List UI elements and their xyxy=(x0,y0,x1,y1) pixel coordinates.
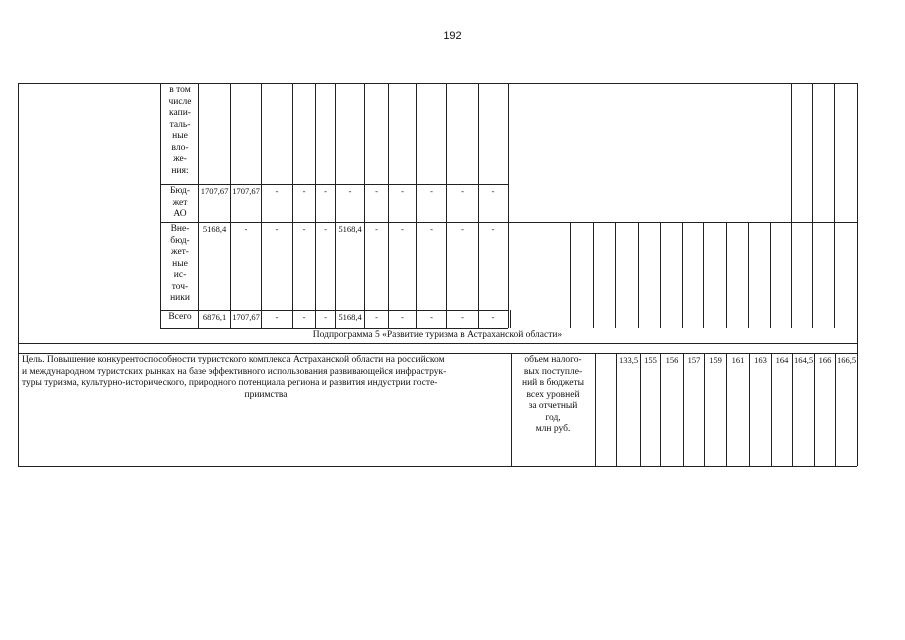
row-label-line: ные xyxy=(172,258,188,269)
goal-value: 166 xyxy=(818,355,832,365)
table-cell-value: - xyxy=(401,224,404,234)
label-v-tom-chisle-line: ния: xyxy=(171,165,189,176)
table-rule xyxy=(770,222,771,328)
row-label-line: жет- xyxy=(171,247,189,257)
goal-text-line: Цель. Повышение конкурентоспособности туристского комплекса Астраханской области на российском xyxy=(22,355,445,365)
table-rule xyxy=(18,466,857,467)
table-rule xyxy=(160,184,508,185)
table-cell-value: - xyxy=(275,224,279,234)
table-rule xyxy=(388,83,389,328)
table-cell-value: - xyxy=(302,224,306,234)
table-rule xyxy=(478,83,479,328)
table-cell-value: 1707,67 xyxy=(232,186,260,196)
table-rule xyxy=(18,353,857,354)
table-rule xyxy=(771,353,772,466)
goal-text-line: туры туризма, культурно-исторического, природного потенциала региона и развития индустрии госте- xyxy=(22,378,438,388)
goal-value: 156 xyxy=(665,355,679,365)
table-rule xyxy=(570,222,571,328)
indicator-text-line: вых поступле- xyxy=(523,366,583,377)
table-rule xyxy=(792,353,793,466)
table-rule xyxy=(160,310,508,311)
table-cell-value: - xyxy=(461,224,464,234)
row-label-line: Всего xyxy=(168,312,192,322)
goal-value: 157 xyxy=(687,355,701,365)
table-cell-value: - xyxy=(302,186,306,196)
table-cell-value: - xyxy=(491,224,495,234)
table-cell-value: - xyxy=(324,312,327,322)
table-cell-value: - xyxy=(430,224,433,234)
table-cell-value: - xyxy=(275,312,279,322)
table-rule xyxy=(638,222,639,328)
table-rule xyxy=(364,83,365,328)
table-cell-value: - xyxy=(461,186,464,196)
table-rule xyxy=(640,353,641,466)
row-label-line: ники xyxy=(170,293,190,303)
goal-value: 164,5 xyxy=(793,355,814,365)
goal-value: 163 xyxy=(754,355,767,365)
goal-value: 166,5 xyxy=(836,355,857,365)
table-cell-value: - xyxy=(461,312,464,322)
table-rule xyxy=(857,83,858,466)
table-rule xyxy=(18,83,857,84)
table-cell-value: - xyxy=(375,224,378,234)
table-cell-value: - xyxy=(430,186,433,196)
table-rule xyxy=(748,222,749,328)
row-label-line: АО xyxy=(173,209,187,219)
table-cell-value: - xyxy=(324,224,327,234)
table-rule xyxy=(315,83,316,328)
table-rule xyxy=(160,328,508,329)
table-rule xyxy=(510,310,511,328)
table-rule xyxy=(615,222,616,328)
row-label-line: жет xyxy=(172,197,188,208)
table-rule xyxy=(812,83,813,328)
table-rule xyxy=(791,83,792,328)
table-rule xyxy=(508,83,509,328)
table-rule xyxy=(230,83,231,328)
goal-text-line: и международном туристских рынках на базе эффективного использования развивающейся инфраструк- xyxy=(22,366,447,377)
indicator-text-line: год, xyxy=(545,412,561,423)
goal-text-line: приимства xyxy=(244,389,288,400)
table-cell-value: - xyxy=(324,186,327,196)
table-cell-value: - xyxy=(401,312,404,322)
table-cell-value: 6876,1 xyxy=(202,312,227,322)
table-rule xyxy=(749,353,750,466)
table-rule xyxy=(682,222,683,328)
row-label-line: точ- xyxy=(171,281,189,292)
table-rule xyxy=(416,83,417,328)
table-rule xyxy=(160,83,161,328)
table-rule xyxy=(814,353,815,466)
table-cell-value: - xyxy=(491,312,495,322)
table-rule xyxy=(292,83,293,328)
table-rule xyxy=(595,353,596,466)
table-cell-value: - xyxy=(275,186,279,196)
table-rule xyxy=(335,83,336,328)
table-cell-value: 5168,4 xyxy=(202,224,227,234)
table-rule xyxy=(18,343,857,344)
label-v-tom-chisle-line: вло- xyxy=(171,142,189,153)
label-v-tom-chisle-line: же- xyxy=(173,154,187,164)
table-rule xyxy=(834,83,835,328)
table-cell-value: 1707,67 xyxy=(232,312,260,322)
table-cell-value: - xyxy=(430,312,433,322)
goal-value: 159 xyxy=(709,355,722,365)
row-label-line: Вне- xyxy=(170,224,190,234)
indicator-text-line: млн руб. xyxy=(535,424,571,434)
table-rule xyxy=(593,222,594,328)
goal-value: 133,5 xyxy=(618,355,639,365)
row-label-line: Бюд- xyxy=(169,186,191,196)
table-rule xyxy=(703,222,704,328)
table-rule xyxy=(18,83,19,466)
table-rule xyxy=(726,222,727,328)
table-cell-value: - xyxy=(375,186,378,196)
table-cell-value: 1707,67 xyxy=(200,186,229,196)
indicator-text-line: всех уровней xyxy=(526,389,580,400)
table-rule xyxy=(704,353,705,466)
label-v-tom-chisle-line: числе xyxy=(168,96,192,107)
indicator-text-line: за отчетный xyxy=(528,401,578,411)
goal-value: 161 xyxy=(731,355,745,365)
table-rule xyxy=(660,353,661,466)
table-cell-value: 5168,4 xyxy=(338,224,362,234)
table-rule xyxy=(835,353,836,466)
page-number: 192 xyxy=(443,30,462,42)
indicator-text-line: объем налого- xyxy=(524,355,582,365)
table-cell-value: - xyxy=(244,224,248,234)
table-cell-value: - xyxy=(375,312,378,322)
indicator-text-line: ний в бюджеты xyxy=(522,378,584,388)
table-cell-value: - xyxy=(302,312,306,322)
table-cell-value: 5168,4 xyxy=(338,312,362,322)
label-v-tom-chisle-line: в том xyxy=(169,85,191,95)
table-rule xyxy=(198,83,199,328)
table-cell-value: - xyxy=(491,186,495,196)
table-rule xyxy=(683,353,684,466)
table-rule xyxy=(616,353,617,466)
table-rule xyxy=(261,83,262,328)
row-label-line: бюд- xyxy=(170,235,190,246)
table-rule xyxy=(726,353,727,466)
table-rule xyxy=(660,222,661,328)
table-rule xyxy=(446,83,447,328)
goal-value: 164 xyxy=(775,355,789,365)
label-v-tom-chisle-line: таль- xyxy=(169,119,191,130)
goal-value: 155 xyxy=(644,355,657,365)
row-label-line: ис- xyxy=(173,270,187,280)
table-cell-value: - xyxy=(401,186,404,196)
table-cell-value: - xyxy=(348,186,352,196)
label-v-tom-chisle-line: капи- xyxy=(169,108,191,118)
subprogram-title: Подпрограмма 5 «Развитие туризма в Астраханской области» xyxy=(312,330,563,340)
label-v-tom-chisle-line: ные xyxy=(172,131,188,141)
